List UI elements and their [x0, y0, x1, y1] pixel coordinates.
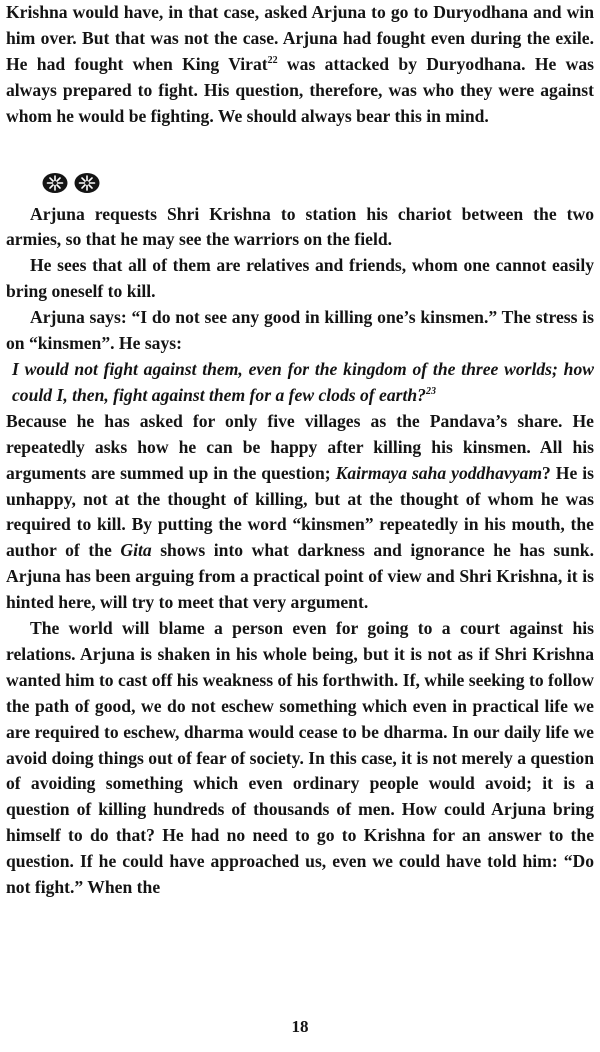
paragraph-4: Arjuna says: “I do not see any good in killing one’s kinsmen.” The stress is on “kinsmen”. He says:: [6, 307, 594, 354]
footnote-ref-23: 23: [425, 386, 436, 398]
paragraph-6: The world will blame a person even for going to a court against his relations. Arjuna is shaken in his whole being, but it is not as if Shri Krishna wanted him to cast off his weakness of his forthwith. If, while seeking to follow the path of good, we do not eschew something which even in practical life we are required to eschew, dharma would cease to be dharma. In our daily life we avoid doing things out of fear of society. In this case, it is not merely a question of avoiding something which even ordinary people would avoid; it is a question of killing hundreds of thousands of men. How could Arjuna bring himself to do that? He had no need to go to Krishna for an answer to the question. If he could have approached us, even we could have told him: “Do not fight.” When the: [6, 618, 594, 898]
section-divider: [42, 170, 594, 196]
footnote-ref-22: 22: [267, 54, 278, 66]
flower-ornament-icon: [42, 172, 68, 194]
paragraph-5-text-a: Because he has asked for only five villages as the Pandava’s share. He repeatedly asks how he can be happy after killing his kinsmen. All his arguments are summed up in the question;: [6, 410, 594, 483]
paragraph-1: [6, 0, 594, 130]
paragraph-5: [6, 409, 594, 616]
paragraph-5-text-c: shows into what darkness and ignorance he has sunk. Arjuna has been arguing from a practical point of view and Shri Krishna, it is hinted here, will try to meet that very argument.: [6, 540, 594, 613]
sanskrit-phrase: Kairmaya saha yoddhavyam: [335, 462, 543, 483]
paragraph-2: Arjuna requests Shri Krishna to station his chariot between the two armies, so that he may see the warriors on the field.: [6, 203, 594, 250]
paragraph-3: He sees that all of them are relatives and friends, whom one cannot easily bring oneself to kill.: [6, 255, 594, 302]
paragraph-1-text-end: was attacked by Duryodhana. He was always prepared to fight. His question, therefore, was who they were against whom he would be fighting. We should always bear this in mind.: [6, 53, 595, 126]
paragraph-1-text: Krishna would have, in that case, asked Arjuna to go to Duryodhana and win him over. But that was not the case. Arjuna had fought even during the exile. He had fought when King Virat: [6, 2, 594, 74]
page-number: 18: [291, 1017, 309, 1037]
paragraph-5-text-b: ? He is unhappy, not at the thought of killing, but at the thought of whom he was required to kill. By putting the word “kinsmen” repeatedly in his mouth, the author of the: [6, 462, 594, 561]
gita-quote-text: I would not fight against them, even for the kingdom of the three worlds; how could I, then, fight against them for a few clods of earth?: [12, 358, 594, 405]
gita-quote: [6, 357, 594, 409]
gita-title: Gita: [120, 540, 152, 561]
flower-ornament-icon: [74, 172, 100, 194]
